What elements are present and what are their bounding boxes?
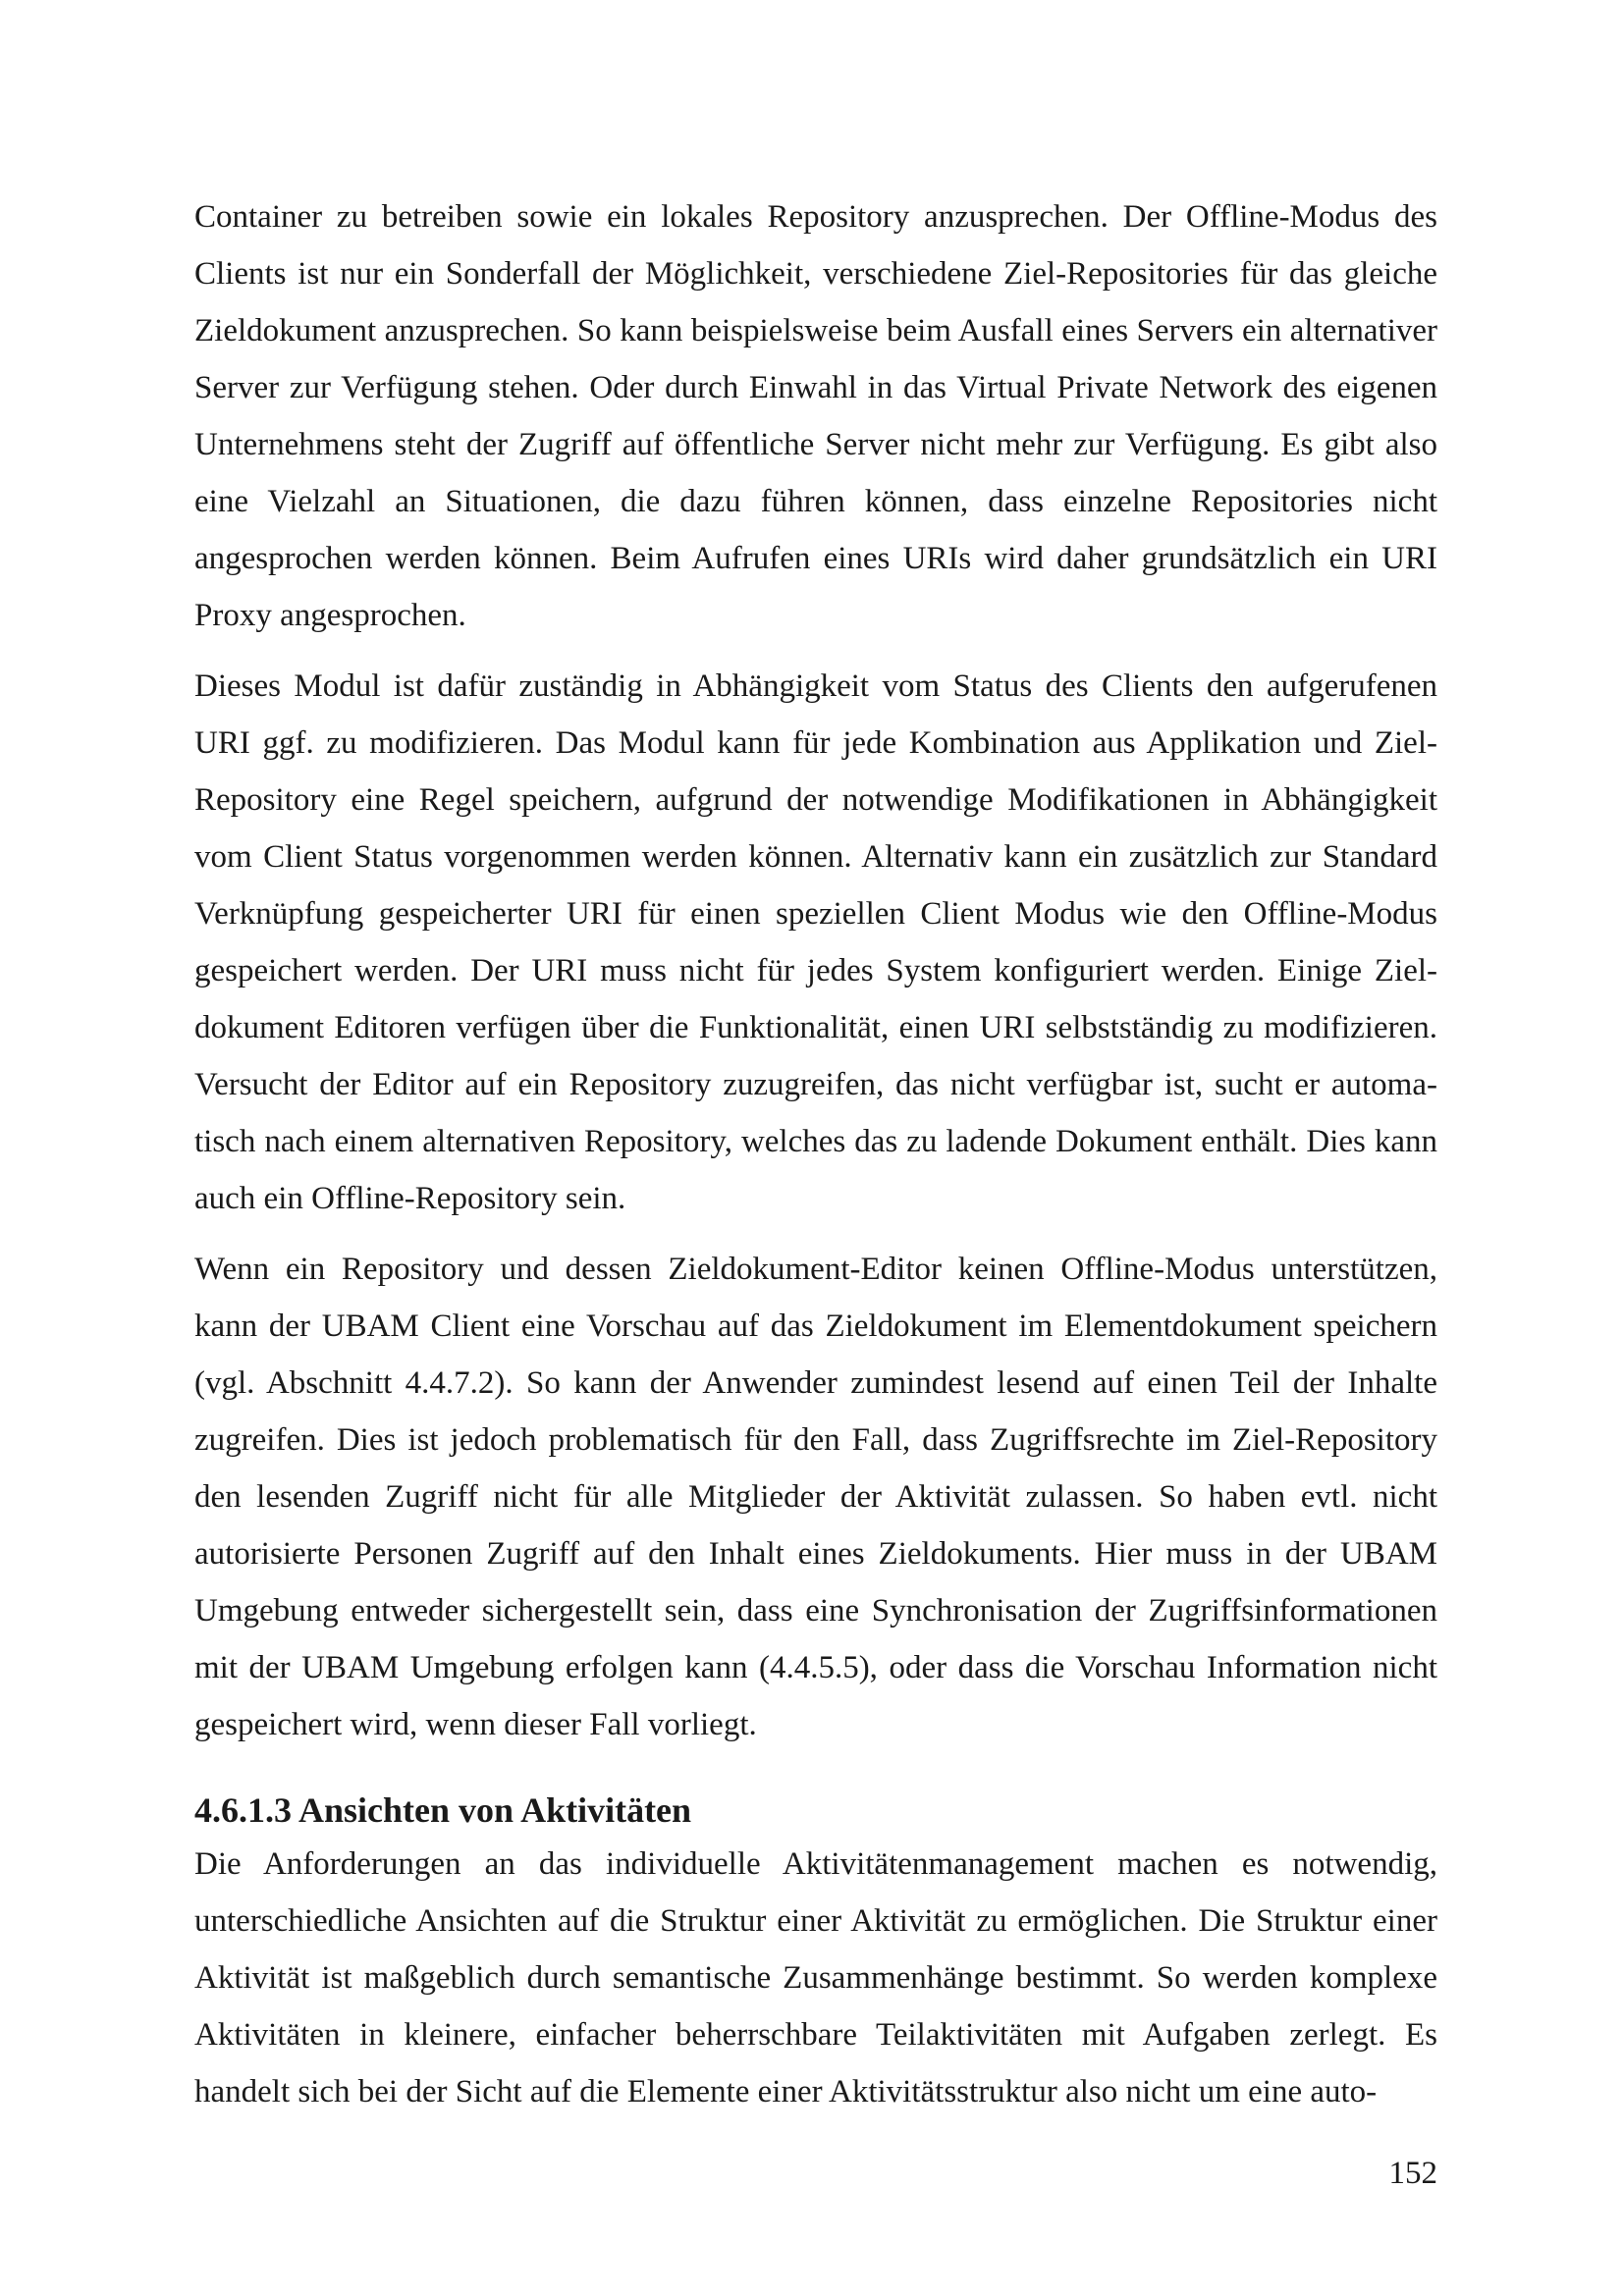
page-number: 152 xyxy=(1388,2156,1437,2191)
paragraph-activity-views: Die Anforderungen an das individuelle Aktivitätenmanagement machen es notwendig, unterschiedliche Ansichten auf die Struktur einer Aktivität zu ermöglichen. Die Struktur einer Aktivität ist maßgeblich durch semantische Zusammenhänge bestimmt. So werden komplexe Aktivitäten in kleinere, einfacher beherrschbare Teilaktivitäten mit Aufgaben zerlegt. Es handelt sich bei der Sicht auf die Elemente einer Aktivitätsstruktur also nicht um eine auto- xyxy=(194,1846,1437,2109)
paragraph-uri-proxy-intro: Container zu betreiben sowie ein lokales Repository anzusprechen. Der Offline-Modus des Clients ist nur ein Sonderfall der Möglichkeit, verschiedene Ziel-Repositories für das gleiche Zieldokument anzusprechen. So kann beispielsweise beim Ausfall eines Servers ein alternativer Server zur Verfügung stehen. Oder durch Einwahl in das Virtual Private Network des eigenen Unternehmens steht der Zugriff auf öffentliche Server nicht mehr zur Verfügung. Es gibt also eine Vielzahl an Situationen, die dazu führen können, dass einzelne Repositories nicht angesprochen werden können. Beim Aufrufen eines URIs wird daher grundsätzlich ein URI Proxy angesprochen. xyxy=(194,199,1437,633)
paragraph-offline-preview: Wenn ein Repository und dessen Zieldokument-Editor keinen Offline-Modus unterstützen, kann der UBAM Client eine Vorschau auf das Zieldokument im Elementdokument speichern (vgl. Abschnitt 4.4.7.2). So kann der Anwender zumindest lesend auf einen Teil der Inhalte zugreifen. Dies ist jedoch problematisch für den Fall, dass Zugriffsrechte im Ziel-Repository den lesenden Zugriff nicht für alle Mitglieder der Aktivität zulassen. So haben evtl. nicht autorisierte Personen Zugriff auf den Inhalt eines Zieldokuments. Hier muss in der UBAM Umgebung entweder sichergestellt sein, dass eine Synchronisation der Zugriffsinformationen mit der UBAM Umgebung erfolgen kann (4.4.5.5), oder dass die Vorschau Information nicht gespeichert wird, wenn dieser Fall vorliegt. xyxy=(194,1252,1437,1742)
paragraph-uri-proxy-module: Dieses Modul ist dafür zuständig in Abhängigkeit vom Status des Clients den aufgerufenen URI ggf. zu modifizieren. Das Modul kann für jede Kombination aus Applikation und Ziel-Repository eine Regel speichern, aufgrund der notwendige Modifikationen in Abhängigkeit vom Client Status vorgenommen werden können. Alternativ kann ein zusätzlich zur Standard Verknüpfung gespeicherter URI für einen speziellen Client Modus wie den Offline-Modus gespeichert werden. Der URI muss nicht für jedes System konfiguriert werden. Einige Ziel-dokument Editoren verfügen über die Funktionalität, einen URI selbstständig zu modifizieren. Versucht der Editor auf ein Repository zuzugreifen, das nicht verfügbar ist, sucht er automa-tisch nach einem alternativen Repository, welches das zu ladende Dokument enthält. Dies kann auch ein Offline-Repository sein. xyxy=(194,668,1437,1216)
section-heading: 4.6.1.3 Ansichten von Aktivitäten xyxy=(194,1790,692,1830)
page-body xyxy=(194,188,1437,2120)
